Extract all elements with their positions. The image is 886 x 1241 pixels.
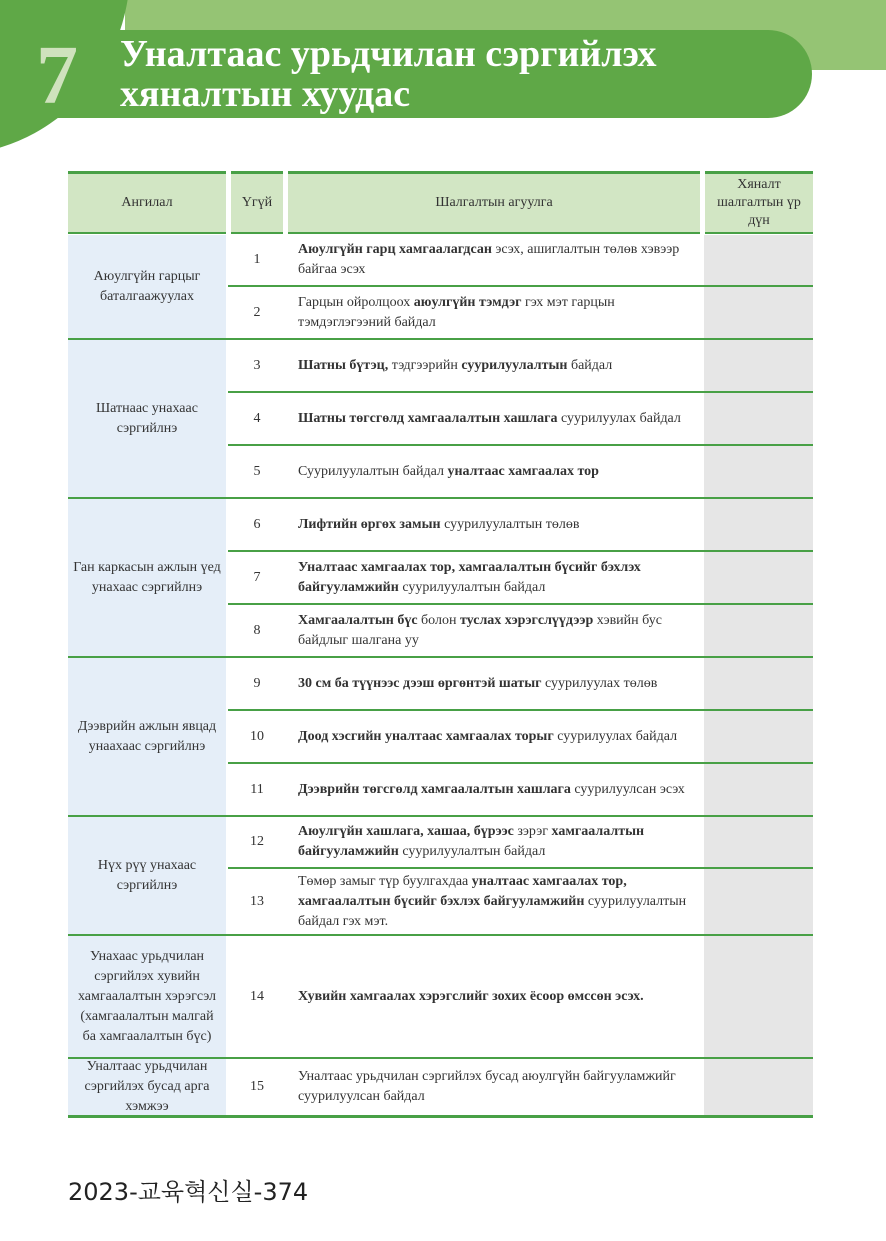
content-text: суурилуулалтын байдал bbox=[398, 579, 546, 595]
row-number: 8 bbox=[253, 622, 261, 638]
row-number: 9 bbox=[253, 675, 261, 691]
row-content bbox=[298, 817, 698, 867]
result-cell[interactable] bbox=[704, 287, 813, 338]
content-text: тэдгээрийн bbox=[388, 357, 462, 373]
content-emphasis: Хамгаалалтын бүс bbox=[298, 612, 418, 628]
row-number: 11 bbox=[250, 781, 264, 797]
row-content bbox=[298, 658, 698, 709]
page-title bbox=[120, 34, 657, 114]
column-header-result: Хяналт шалгалтын үр дүн bbox=[705, 171, 813, 234]
content-emphasis: суурилуулалтын bbox=[461, 357, 568, 373]
document-code: 2023-교육혁신실-374 bbox=[68, 1178, 309, 1206]
row-number: 10 bbox=[250, 728, 264, 744]
content-text: гэх мэт гарцын тэмдэглэгээний байдал bbox=[298, 294, 615, 330]
content-text: Төмөр замыг түр буулгахдаа bbox=[298, 873, 472, 889]
category-cell: Ган каркасын ажлын үед унахаас сэргийлнэ bbox=[68, 499, 226, 656]
row-content bbox=[298, 764, 698, 815]
chapter-number: 7 bbox=[36, 29, 78, 122]
row-number: 1 bbox=[253, 252, 261, 267]
content-text: хэвийн бус байдлыг шалгана уу bbox=[298, 612, 662, 648]
content-emphasis: Шатны бүтэц, bbox=[298, 357, 389, 373]
content-emphasis: Шатны төгсгөлд хамгаалалтын хашлага bbox=[298, 410, 558, 426]
row-number: 12 bbox=[250, 834, 264, 849]
content-emphasis: Доод хэсгийн уналтаас хамгаалах торыг bbox=[298, 728, 554, 744]
row-number: 3 bbox=[253, 357, 261, 373]
row-content bbox=[298, 340, 698, 391]
content-emphasis: уналтаас хамгаалах тор bbox=[447, 463, 599, 479]
row-divider bbox=[68, 1057, 813, 1059]
row-number: 4 bbox=[253, 410, 261, 426]
row-divider bbox=[68, 815, 813, 817]
category-cell: Унахаас урьдчилан сэргийлэх хувийн хамгаалалтын хэрэгсэл (хамгаалалтын малгай ба хамгаалалтын бүс) bbox=[68, 936, 226, 1057]
row-divider bbox=[228, 603, 813, 605]
result-cell[interactable] bbox=[704, 340, 813, 391]
row-number: 13 bbox=[250, 893, 264, 909]
row-content bbox=[298, 936, 698, 1057]
result-cell[interactable] bbox=[704, 446, 813, 497]
result-cell[interactable] bbox=[704, 869, 813, 934]
row-number: 7 bbox=[253, 569, 261, 585]
row-divider bbox=[68, 934, 813, 936]
content-text: суурилуулах байдал bbox=[557, 410, 681, 426]
row-divider bbox=[228, 285, 813, 287]
content-emphasis: Аюулгүйн хашлага, хашаа, бүрээс bbox=[298, 824, 514, 839]
row-divider bbox=[68, 497, 813, 499]
content-emphasis: аюулгүйн тэмдэг bbox=[413, 294, 522, 310]
category-cell: Дээврийн ажлын явцад унаахаас сэргийлнэ bbox=[68, 658, 226, 815]
row-content bbox=[298, 393, 698, 444]
content-text: болон bbox=[417, 612, 460, 628]
result-cell[interactable] bbox=[704, 235, 813, 285]
content-emphasis: Лифтийн өргөх замын bbox=[298, 516, 441, 532]
content-text: эсэх, ашиглалтын төлөв хэвээр байгаа эсэх bbox=[298, 242, 680, 277]
row-number: 15 bbox=[250, 1079, 264, 1094]
content-emphasis: Уналтаас хамгаалах тор, хамгаалалтын бүсийг бэхлэх байгууламжийн bbox=[298, 559, 641, 595]
row-number: 2 bbox=[253, 304, 261, 320]
category-cell: Нүх рүү унахаас сэргийлнэ bbox=[68, 817, 226, 934]
column-header-content: Шалгалтын агуулга bbox=[288, 171, 700, 234]
content-text: суурилуулсан эсэх bbox=[570, 781, 685, 797]
result-cell[interactable] bbox=[704, 936, 813, 1057]
row-content bbox=[298, 711, 698, 762]
page-title-line-1: Уналтаас урьдчилан сэргийлэх bbox=[120, 33, 657, 75]
row-content bbox=[298, 287, 698, 338]
result-cell[interactable] bbox=[704, 711, 813, 762]
content-emphasis: Хувийн хамгаалах хэрэгслийг зохих ёсоор өмссөн эсэх. bbox=[298, 988, 644, 1004]
result-cell[interactable] bbox=[704, 499, 813, 550]
content-text: суурилуулалтын байдал bbox=[398, 844, 546, 859]
row-number: 5 bbox=[253, 463, 261, 479]
column-header-category: Ангилал bbox=[68, 171, 226, 234]
content-text: зэрэг bbox=[513, 824, 552, 839]
row-number: 6 bbox=[253, 516, 261, 532]
row-divider bbox=[228, 709, 813, 711]
row-content bbox=[298, 1059, 698, 1115]
result-cell[interactable] bbox=[704, 764, 813, 815]
row-content bbox=[298, 499, 698, 550]
row-content bbox=[298, 235, 698, 285]
content-emphasis: туслах хэрэгслүүдээр bbox=[459, 612, 594, 628]
row-content bbox=[298, 605, 698, 656]
content-text: Суурилуулалтын байдал bbox=[298, 463, 448, 479]
content-emphasis: Аюулгүйн гарц хамгаалагдсан bbox=[298, 242, 492, 257]
result-cell[interactable] bbox=[704, 1059, 813, 1115]
row-divider bbox=[68, 338, 813, 340]
content-text: Гарцын ойролцоох bbox=[298, 294, 414, 310]
content-text: суурилуулах байдал bbox=[553, 728, 678, 744]
category-cell: Шатнаас унахаас сэргийлнэ bbox=[68, 340, 226, 497]
result-cell[interactable] bbox=[704, 817, 813, 867]
content-text: суурилуулах төлөв bbox=[541, 675, 658, 691]
row-divider bbox=[228, 762, 813, 764]
result-cell[interactable] bbox=[704, 552, 813, 603]
row-divider bbox=[68, 1115, 813, 1118]
content-text: Уналтаас урьдчилан сэргийлэх бусад аюулгүйн байгууламжийг суурилуулсан байдал bbox=[298, 1069, 676, 1104]
row-divider bbox=[68, 656, 813, 658]
content-emphasis: хамгаалалтын байгууламжийн bbox=[298, 824, 645, 859]
result-cell[interactable] bbox=[704, 658, 813, 709]
category-cell: Аюулгүйн гарцыг баталгаажуулах bbox=[68, 235, 226, 338]
content-text: байдал bbox=[567, 357, 613, 373]
row-divider bbox=[228, 867, 813, 869]
content-emphasis: Дээврийн төгсгөлд хамгаалалтын хашлага bbox=[298, 781, 571, 797]
row-divider bbox=[228, 550, 813, 552]
column-header-number: Үгүй bbox=[231, 171, 283, 234]
content-text: суурилуулалтын байдал гэх мэт. bbox=[298, 893, 687, 929]
category-cell: Уналтаас урьдчилан сэргийлэх бусад арга хэмжээ bbox=[68, 1059, 226, 1115]
row-divider bbox=[228, 391, 813, 393]
content-text: суурилуулалтын төлөв bbox=[440, 516, 580, 532]
result-cell[interactable] bbox=[704, 605, 813, 656]
content-emphasis: уналтаас хамгаалах тор, хамгаалалтын бүсийг бэхлэх байгууламжийн bbox=[298, 873, 627, 909]
row-content bbox=[298, 869, 698, 934]
row-content bbox=[298, 552, 698, 603]
row-content bbox=[298, 446, 698, 497]
row-divider bbox=[228, 444, 813, 446]
page-title-line-2: хяналтын хуудас bbox=[120, 73, 411, 115]
result-cell[interactable] bbox=[704, 393, 813, 444]
row-number: 14 bbox=[250, 988, 264, 1004]
content-emphasis: 30 см ба түүнээс дээш өргөнтэй шатыг bbox=[298, 675, 542, 691]
